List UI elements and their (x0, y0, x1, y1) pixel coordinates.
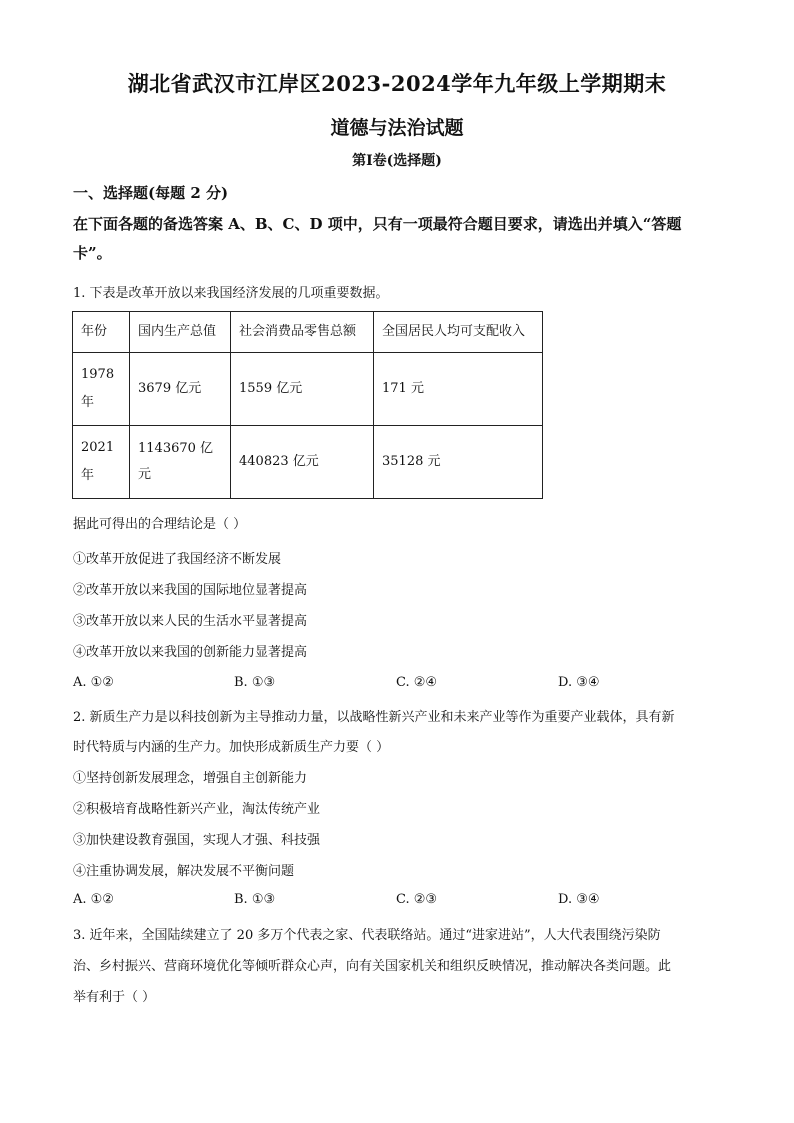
q2-statement-4: ④注重协调发展，解决发展不平衡问题 (73, 864, 295, 879)
table-header-cell: 年份 (73, 312, 130, 353)
table-header-row (73, 312, 543, 353)
q1-option-d[interactable]: D. ③④ (558, 675, 600, 690)
q2-stem-line2: 时代特质与内涵的生产力。加快形成新质生产力要（ ） (73, 740, 390, 755)
table-cell-year (73, 426, 130, 499)
q1-data-table (72, 311, 543, 499)
year-number: 1978 (81, 367, 115, 382)
exam-title: 湖北省武汉市江岸区2023-2024学年九年级上学期期末 (127, 71, 667, 96)
q3-stem-line2: 治、乡村振兴、营商环境优化等倾听群众心声，向有关国家机关和组织反映情况，推动解决各类问题。此 (73, 959, 672, 974)
q2-statement-3: ③加快建设教育强国，实现人才强、科技强 (73, 833, 321, 848)
exam-subject: 道德与法治试题 (330, 117, 464, 139)
table-cell-income: 35128 元 (374, 426, 543, 499)
table-cell-gdp: 1143670 亿元 (130, 426, 231, 499)
table-cell-income: 171 元 (374, 353, 543, 426)
table-cell-gdp: 3679 亿元 (130, 353, 231, 426)
q1-statement-2: ②改革开放以来我国的国际地位显著提高 (73, 583, 308, 598)
table-row (73, 426, 543, 499)
q3-stem-line1: 3. 近年来，全国陆续建立了 20 多万个代表之家、代表联络站。通过“进家进站”，人大代表围绕污染防 (73, 928, 661, 943)
q1-prompt: 据此可得出的合理结论是（ ） (73, 517, 247, 532)
q2-option-c[interactable]: C. ②③ (396, 892, 438, 907)
q1-option-a[interactable]: A. ①② (73, 675, 114, 690)
year-unit: 年 (81, 395, 95, 410)
q1-options (73, 675, 733, 695)
q1-statement-1: ①改革开放促进了我国经济不断发展 (73, 552, 282, 567)
table-cell-year (73, 353, 130, 426)
q2-stem-line1: 2. 新质生产力是以科技创新为主导推动力量，以战略性新兴产业和未来产业等作为重要产业载体，具有新 (73, 710, 675, 725)
year-unit: 年 (81, 468, 95, 483)
q1-option-b[interactable]: B. ①③ (234, 675, 276, 690)
q2-statement-2: ②积极培育战略性新兴产业，淘汰传统产业 (73, 802, 321, 817)
table-header-cell: 社会消费品零售总额 (231, 312, 374, 353)
q2-option-b[interactable]: B. ①③ (234, 892, 276, 907)
section-heading: 一、选择题(每题 2 分) (73, 184, 229, 202)
q1-statement-4: ④改革开放以来我国的创新能力显著提高 (73, 645, 308, 660)
q3-stem-line3: 举有利于（ ） (73, 990, 156, 1005)
q2-statement-1: ①坚持创新发展理念，增强自主创新能力 (73, 771, 308, 786)
table-cell-retail: 1559 亿元 (231, 353, 374, 426)
q1-statement-3: ③改革开放以来人民的生活水平显著提高 (73, 614, 308, 629)
year-number: 2021 (81, 440, 115, 455)
section-instruction-line1: 在下面各题的备选答案 A、B、C、D 项中，只有一项最符合题目要求，请选出并填入“答题 (73, 215, 682, 233)
table-header-cell: 国内生产总值 (130, 312, 231, 353)
table-row (73, 353, 543, 426)
q2-option-d[interactable]: D. ③④ (558, 892, 600, 907)
volume-label: 第Ⅰ卷(选择题) (352, 153, 442, 169)
q2-option-a[interactable]: A. ①② (73, 892, 114, 907)
section-instruction-line2: 卡”。 (73, 244, 112, 262)
q1-option-c[interactable]: C. ②④ (396, 675, 438, 690)
q2-options (73, 892, 733, 912)
q1-stem: 1. 下表是改革开放以来我国经济发展的几项重要数据。 (73, 286, 389, 301)
table-cell-retail: 440823 亿元 (231, 426, 374, 499)
table-header-cell: 全国居民人均可支配收入 (374, 312, 543, 353)
